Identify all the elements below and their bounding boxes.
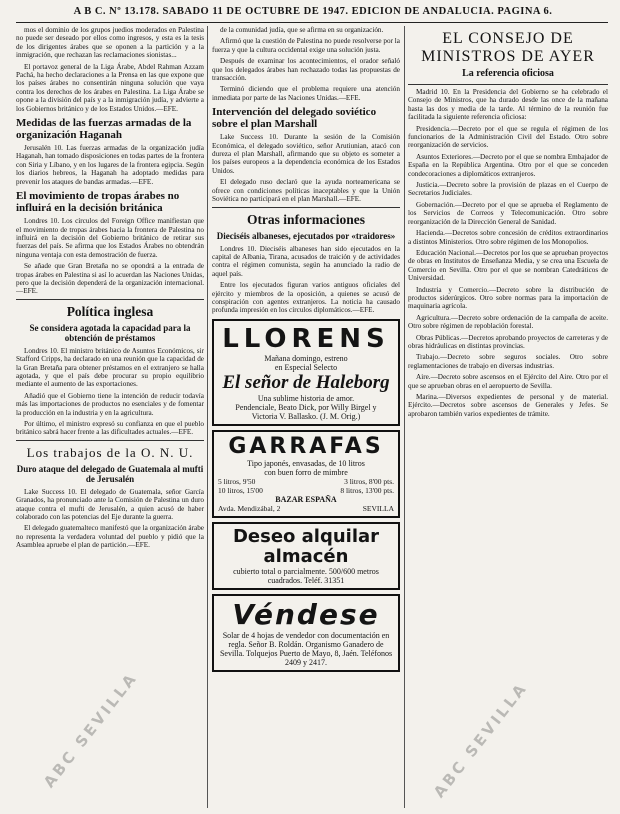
article-paragraph: Por último, el ministro expresó su confianza en que el pueblo británico sabrá hacer frente a las dificultades actuales.—EFE.: [16, 420, 204, 437]
article-paragraph: Londres 10. Dieciséis albaneses han sido ejecutados en la capital de Albania, Tirana, acusados de traición y de actividades contra el régimen comunista, según ha anunciado la radio de aquel país.: [212, 244, 400, 278]
column-right: [408, 26, 608, 808]
column-left: [16, 26, 204, 808]
article-paragraph: Jerusalén 10. Las fuerzas armadas de la organización judía Haganah, han tomado disposiciones en todas partes de la frontera con Siria y Líbano, y en los lugares de la frontera egipcia. Según los diarios hebreos, la Haganah ha adoptado medidas para prevenir los ataques de bandas armadas.—EFE.: [16, 144, 204, 186]
ad-garrafas-line: Tipo japonés, envasadas, de 10 litros: [247, 458, 365, 468]
ad-llorens-film: El señor de Haleborg: [222, 371, 390, 393]
article-paragraph: El portavoz general de la Liga Árabe, Abdel Rahman Azzam Pachá, ha hecho declaraciones a la Prensa en las que expone que los países árabes no consentirán ninguna solución que vaya contra los derechos de los árabes en Palestina. La Liga Árabe se opone a la división del país y a la inmigración judía, y advierte a los Gobiernos británico y de los Estados Unidos.—EFE.: [16, 62, 204, 113]
subheadline-albaneses: Dieciséis albaneses, ejecutados por «traidores»: [216, 230, 396, 241]
article-paragraph: Lake Success 10. El delegado de Guatemala, señor García Granados, ha pronunciado ante la Comisión de Palestina un duro ataque contra el mufti de Jerusalén, a quien acusó de haber colaborado con las potencias del Eje durante la guerra.: [16, 487, 204, 522]
page-header: A B C. Nº 13.178. SABADO 11 DE OCTUBRE DE 1947. EDICION DE ANDALUCIA. PAGINA 6.: [73, 6, 553, 17]
ad-garrafas: [212, 430, 400, 518]
article-paragraph: de la comunidad judía, que se afirma en su organización.: [220, 26, 384, 34]
article-paragraph: mos el dominio de los grupos juedios moderados en Palestina no puede ser deseado por ellos como ingresos, y esta es la tesis de los dirigentes árabes que se oponen a la partición y a la inmigración, que rechazan las reclamaciones sionistas...: [16, 26, 204, 60]
column-middle: [212, 26, 400, 808]
article-paragraph: Madrid 10. En la Presidencia del Gobierno se ha celebrado el Consejo de Ministros, que ha durado desde las once de la mañana hasta las dos y media de la tarde. Al término de la reunión fue facilitada la siguiente referencia oficiosa:: [408, 88, 608, 122]
article-paragraph: Hacienda.—Decretos sobre concesión de créditos extraordinarios a distintos Ministerios. Otro sobre régimen de los Monopolios.: [408, 229, 608, 246]
ad-garrafas-address-row: [218, 504, 394, 513]
watermark-stamp: ABC SEVILLA: [40, 668, 142, 792]
column-divider: [404, 26, 405, 808]
ad-garrafas-price: 5 litros, 9'50: [218, 476, 256, 486]
article-paragraph: Aire.—Decreto sobre ascensos en el Ejército del Aire. Otro por el que se aprueban obras en el aeropuerto de Sevilla.: [408, 373, 608, 390]
ad-garrafas-line: con buen forro de mimbre: [264, 467, 348, 477]
article-paragraph: El delegado ruso declaró que la ayuda norteamericana se ofrece con condiciones políticas inaceptables y que la Unión Soviética no participará en el plan Marshall.—EFE.: [212, 178, 400, 204]
article-paragraph: Agricultura.—Decreto sobre ordenación de la campaña de aceite. Otro sobre régimen de repoblación forestal.: [408, 313, 608, 331]
article-paragraph: Londres 10. Los círculos del Foreign Office manifiestan que el movimiento de tropas árabes hacia la frontera de Palestina no influirá en la decisión del Gobierno británico de retirar sus fuerzas del país. Se afirma que los Estados Árabes no obtendrán ninguna ventaja con esta demostración de fuerza.: [16, 217, 204, 259]
headline-politica-inglesa: Política inglesa: [66, 303, 154, 319]
ad-garrafas-price-row: [218, 477, 394, 486]
section-divider: [16, 299, 204, 300]
ad-llorens-title: LLORENS: [222, 323, 390, 354]
article-paragraph: Educación Nacional.—Decretos por los que se aprueban proyectos de obras en Institutos de Enseñanza Media, y se crea una Escuela de Comercio en Sevilla. Otro por el que se nombran Catedráticos de Universidad.: [408, 248, 608, 283]
header-rule: [16, 22, 608, 23]
headline-otras-informaciones: Otras informaciones: [246, 211, 366, 227]
article-paragraph: Terminó diciendo que el problema requiere una atención inmediata por parte de las Naciones Unidas.—EFE.: [212, 85, 400, 102]
article-paragraph: Trabajo.—Decreto sobre seguros sociales. Otro sobre reglamentaciones de trabajo en diversas industrias.: [408, 353, 608, 370]
article-paragraph: Entre los ejecutados figuran varios antiguos oficiales del ejército y miembros de la oposición, a quienes se acusó de conspiración con agentes extranjeros. La noticia ha causado profunda impresión en los círculos diplomáticos.—EFE.: [212, 281, 400, 315]
article-paragraph: Industria y Comercio.—Decreto sobre la distribución de productos siderúrgicos. Otro sobre normas para la importación de maquinaria agrícola.: [408, 285, 608, 311]
ad-almacen: [212, 522, 400, 590]
ad-llorens-line: Pendenciale, Beato Dick, por Willy Birgel y: [235, 402, 377, 412]
article-paragraph: Lake Success 10. Durante la sesión de la Comisión Económica, el delegado soviético, señor Arutiunian, atacó con dureza el plan Marshall, afirmando que su objeto es someter a los países europeos a la dependencia económica de los Estados Unidos.: [212, 133, 400, 175]
article-paragraph: Presidencia.—Decreto por el que se regula el régimen de los funcionarios de la Administración Civil del Estado. Otro sobre reorganización de servicios.: [408, 124, 608, 150]
article-paragraph: Afirmó que la cuestión de Palestina no puede resolverse por la fuerza y que la cultura occidental exige una solución justa.: [212, 37, 400, 54]
ad-llorens-line: Una sublime historia de amor.: [257, 393, 355, 403]
ad-vendese-title: Véndese: [232, 597, 380, 631]
subheadline-referencia: La referencia oficiosa: [462, 68, 554, 79]
ad-garrafas-price: 10 litros, 15'00: [218, 485, 263, 495]
column-divider: [207, 26, 208, 808]
ad-garrafas-price: 8 litros, 13'00 pts.: [340, 485, 394, 495]
headline-arab-troops: El movimiento de tropas árabes no influirá en la decisión británica: [16, 190, 180, 215]
ad-garrafas-title: GARRAFAS: [228, 433, 384, 459]
ad-vendese-line: Solar de 4 hojas de vendedor con documentación en regla. Señor B. Roldán. Organismo Ganadero de Sevilla. Tolquejos Puerto de Mayo, 8, Jaén. Teléfonos 2409 y 2417.: [219, 630, 393, 667]
ad-llorens-line: Victoria V. Ballasko. (J. M. Orig.): [251, 411, 361, 421]
ad-almacen-line: cubierto total o parcialmente. 500/600 metros cuadrados. Teléf. 31351: [233, 566, 379, 585]
headline-soviet-delegate: Intervención del delegado soviético sobre el plan Marshall: [212, 106, 377, 131]
ad-llorens: [212, 319, 400, 426]
section-divider: [212, 207, 400, 208]
ad-garrafas-city: SEVILLA: [362, 503, 394, 513]
subheadline-prestamos: Se considera agotada la capacidad para la obtención de préstamos: [29, 322, 191, 343]
ad-llorens-line: en Especial Selecto: [274, 362, 338, 372]
watermark-stamp: ABC SEVILLA: [430, 678, 532, 802]
article-paragraph: Después de examinar los acontecimientos, el orador señaló que los delegados árabes han rechazado todas las propuestas de transacción.: [212, 57, 400, 83]
ad-garrafas-store: BAZAR ESPAÑA: [275, 494, 337, 504]
ad-almacen-title: Deseo alquilar almacén: [232, 525, 380, 567]
article-paragraph: Justicia.—Decreto sobre la provisión de plazas en el Cuerpo de Secretarios Judiciales.: [408, 181, 608, 198]
headline-haganah: Medidas de las fuerzas armadas de la organización Haganah: [16, 117, 192, 142]
ad-garrafas-price: 3 litros, 8'00 pts.: [344, 476, 394, 486]
ad-garrafas-address: Avda. Mendizábal, 2: [218, 503, 281, 513]
article-paragraph: Se añade que Gran Bretaña no se opondrá a la entrada de tropas árabes en Palestina si así lo acuerdan las Naciones Unidas, pero que la decisión dependerá de la organización internacional.—EFE.: [16, 262, 204, 296]
article-paragraph: Añadió que el Gobierno tiene la intención de reducir todavía más las importaciones de productos no esenciales y de fomentar la producción en la industria y en la agricultura.: [16, 391, 204, 417]
article-paragraph: El delegado guatemalteco manifestó que la organización árabe no representa la verdadera voluntad del pueblo y pidió que la Asamblea apruebe el plan de partición.—EFE.: [16, 524, 204, 550]
article-paragraph: Asuntos Exteriores.—Decreto por el que se nombra Embajador de España en la República Argentina. Otro por el que se conceden condecoraciones a diplomáticos extranjeros.: [408, 152, 608, 178]
article-paragraph: Obras Públicas.—Decretos aprobando proyectos de carreteras y de obras hidráulicas en distintas provincias.: [408, 333, 608, 350]
headline-consejo-ministros: EL CONSEJO DE MINISTROS DE AYER: [421, 30, 595, 65]
ad-llorens-line: Mañana domingo, estreno: [264, 353, 348, 363]
section-divider: [16, 440, 204, 441]
ad-vendese: [212, 594, 400, 672]
article-paragraph: Marina.—Diversos expedientes de personal y de material. Ejército.—Decretos sobre ascensos de Generales y Jefes. Se aprobaron también varios expedientes de trámite.: [408, 393, 608, 418]
ad-garrafas-price-row: [218, 486, 394, 495]
article-paragraph: Gobernación.—Decreto por el que se aprueba el Reglamento de los Servicios de Correos y Telecomunicación. Otro sobre reorganización de la Dirección General de Sanidad.: [408, 200, 608, 226]
headline-onu: Los trabajos de la O. N. U.: [26, 444, 194, 460]
article-paragraph: Londres 10. El ministro británico de Asuntos Económicos, sir Stafford Cripps, ha declarado en una reunión que la capacidad de la Gran Bretaña para obtener préstamos en el extranjero se halla agotada, y que el país debe procurar su propio equilibrio mediante el aumento de las exportaciones.: [16, 346, 204, 389]
section-divider: [408, 84, 608, 85]
subheadline-guatemala: Duro ataque del delegado de Guatemala al mufti de Jerusalén: [16, 463, 204, 484]
